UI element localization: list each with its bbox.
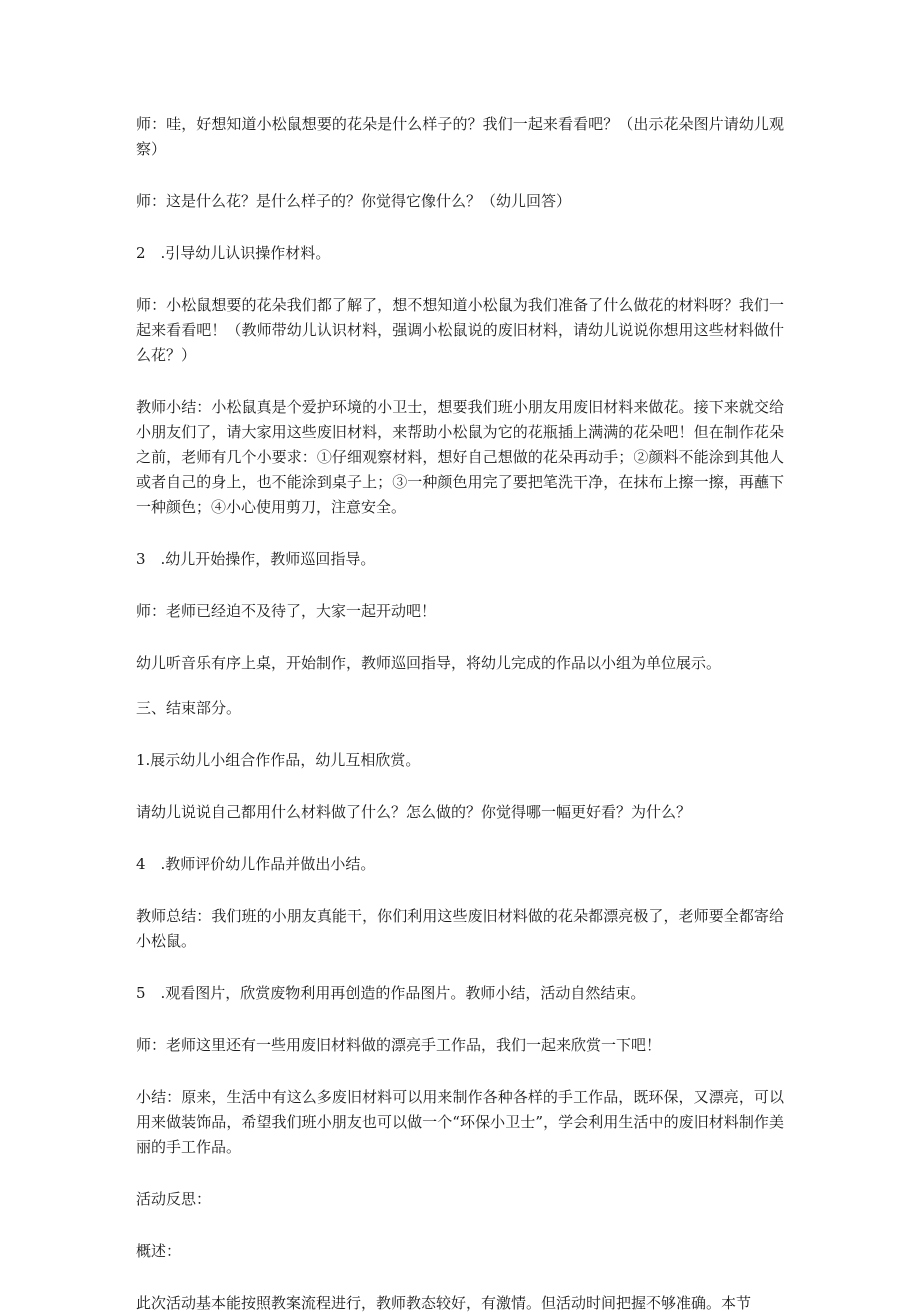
section-heading: 1.展示幼儿小组合作作品，幼儿互相欣赏。 bbox=[136, 751, 421, 769]
paragraph: 师：老师这里还有一些用废旧材料做的漂亮手工作品，我们一起来欣赏一下吧！ bbox=[136, 1036, 662, 1054]
paragraph: 请幼儿说说自己都用什么材料做了什么？怎么做的？你觉得哪一幅更好看？为什么？ bbox=[136, 803, 692, 821]
section-heading: 概述： bbox=[136, 1242, 182, 1260]
section-heading: 活动反思： bbox=[136, 1190, 212, 1208]
paragraph: 师：这是什么花？是什么样子的？你觉得它像什么？（幼儿回答） bbox=[136, 192, 572, 210]
paragraph: 师：老师已经迫不及待了，大家一起开动吧！ bbox=[136, 602, 437, 620]
section-heading: 3 .幼儿开始操作，教师巡回指导。 bbox=[136, 550, 376, 568]
document-body bbox=[136, 112, 784, 1316]
paragraph: 幼儿听音乐有序上桌，开始制作，教师巡回指导，将幼儿完成的作品以小组为单位展示。 bbox=[136, 654, 722, 672]
paragraph: 教师总结：我们班的小朋友真能干，你们利用这些废旧材料做的花朵都漂亮极了，老师要全都寄给小松鼠。 bbox=[136, 907, 784, 950]
paragraph: 小结：原来，生活中有这么多废旧材料可以用来制作各种各样的手工作品，既环保，又漂亮，可以用来做装饰品，希望我们班小朋友也可以做一个“环保小卫士”，学会利用生活中的废旧材料制作美丽的手工作品。 bbox=[136, 1088, 784, 1156]
section-heading: 2 .引导幼儿认识操作材料。 bbox=[136, 244, 331, 262]
paragraph: 此次活动基本能按照教案流程进行，教师教态较好，有激情。但活动时间把握不够准确。本节 bbox=[136, 1294, 752, 1312]
section-heading: 4 .教师评价幼儿作品并做出小结。 bbox=[136, 855, 376, 873]
paragraph: 师：哇，好想知道小松鼠想要的花朵是什么样子的？我们一起来看看吧？（出示花朵图片请幼儿观察） bbox=[136, 115, 784, 158]
paragraph: 师：小松鼠想要的花朵我们都了解了，想不想知道小松鼠为我们准备了什么做花的材料呀？我们一起来看看吧！（教师带幼儿认识材料，强调小松鼠说的废旧材料，请幼儿说说你想用这些材料做什么花？） bbox=[136, 296, 784, 364]
section-heading: 三、结束部分。 bbox=[136, 699, 242, 717]
paragraph: 教师小结：小松鼠真是个爱护环境的小卫士，想要我们班小朋友用废旧材料来做花。接下来就交给小朋友们了，请大家用这些废旧材料，来帮助小松鼠为它的花瓶插上满满的花朵吧！但在制作花朵之前，老师有几个小要求：①仔细观察材料，想好自己想做的花朵再动手；②颜料不能涂到其他人或者自己的身上，也不能涂到桌子上；③一种颜色用完了要把笔洗干净，在抹布上擦一擦，再蘸下一种颜色；④小心使用剪刀，注意安全。 bbox=[136, 398, 784, 516]
section-heading: 5 .观看图片，欣赏废物利用再创造的作品图片。教师小结，活动自然结束。 bbox=[136, 984, 646, 1002]
